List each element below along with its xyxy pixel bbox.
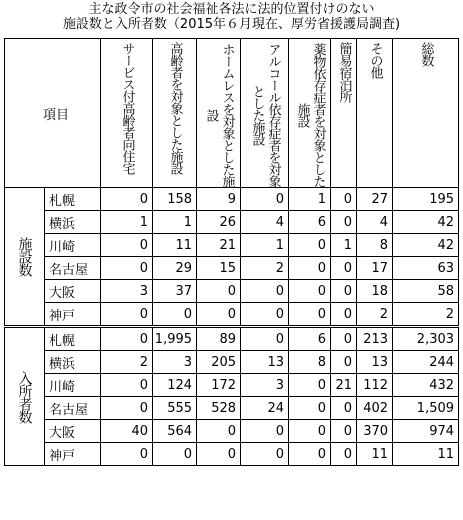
table-row xyxy=(5,211,459,234)
value-cell: 432 xyxy=(393,374,459,397)
city-cell: 神戸 xyxy=(45,303,101,327)
value-cell: 21 xyxy=(197,234,241,257)
column-header-label: 薬物依存症者を対象とした施設 xyxy=(294,42,326,187)
value-cell: 0 xyxy=(331,257,357,280)
table-title xyxy=(0,2,463,32)
value-cell: 0 xyxy=(241,188,289,211)
column-header-label: 総数 xyxy=(418,42,434,66)
value-cell: 13 xyxy=(241,351,289,374)
city-cell: 川崎 xyxy=(45,234,101,257)
group-label-cell xyxy=(5,188,45,327)
table-row xyxy=(5,280,459,303)
value-cell: 3 xyxy=(101,280,153,303)
value-cell: 0 xyxy=(101,188,153,211)
value-cell: 0 xyxy=(101,397,153,420)
table-row xyxy=(5,303,459,327)
value-cell: 0 xyxy=(153,443,197,466)
value-cell: 0 xyxy=(289,443,331,466)
value-cell: 89 xyxy=(197,327,241,351)
column-header-label: アルコール依存症者を対象とした施設 xyxy=(249,42,281,187)
value-cell: 0 xyxy=(241,443,289,466)
value-cell: 0 xyxy=(331,443,357,466)
column-header xyxy=(197,39,241,188)
value-cell: 0 xyxy=(101,234,153,257)
value-cell: 0 xyxy=(331,303,357,327)
value-cell: 13 xyxy=(357,351,393,374)
value-cell: 195 xyxy=(393,188,459,211)
city-cell: 名古屋 xyxy=(45,257,101,280)
column-header-label: 高齢者を対象とした施設 xyxy=(167,42,183,174)
value-cell: 0 xyxy=(101,257,153,280)
value-cell: 0 xyxy=(331,397,357,420)
value-cell: 15 xyxy=(197,257,241,280)
city-cell: 大阪 xyxy=(45,420,101,443)
facility-table xyxy=(4,38,459,466)
value-cell: 0 xyxy=(289,280,331,303)
group-label: 施設数 xyxy=(16,237,33,276)
value-cell: 40 xyxy=(101,420,153,443)
value-cell: 0 xyxy=(331,351,357,374)
value-cell: 29 xyxy=(153,257,197,280)
value-cell: 26 xyxy=(197,211,241,234)
value-cell: 42 xyxy=(393,211,459,234)
value-cell: 158 xyxy=(153,188,197,211)
city-cell: 横浜 xyxy=(45,211,101,234)
value-cell: 0 xyxy=(289,303,331,327)
value-cell: 1,995 xyxy=(153,327,197,351)
column-header xyxy=(331,39,357,188)
value-cell: 2 xyxy=(241,257,289,280)
group-label-cell xyxy=(5,327,45,466)
table-row xyxy=(5,443,459,466)
table-row xyxy=(5,351,459,374)
value-cell: 24 xyxy=(241,397,289,420)
value-cell: 2 xyxy=(101,351,153,374)
value-cell: 564 xyxy=(153,420,197,443)
city-cell: 札幌 xyxy=(45,188,101,211)
value-cell: 11 xyxy=(393,443,459,466)
value-cell: 0 xyxy=(331,327,357,351)
value-cell: 974 xyxy=(393,420,459,443)
column-header-label: サービス付高齢者向住宅 xyxy=(119,42,135,174)
table-row xyxy=(5,188,459,211)
value-cell: 3 xyxy=(153,351,197,374)
value-cell: 0 xyxy=(289,257,331,280)
value-cell: 58 xyxy=(393,280,459,303)
value-cell: 124 xyxy=(153,374,197,397)
value-cell: 370 xyxy=(357,420,393,443)
value-cell: 63 xyxy=(393,257,459,280)
value-cell: 2 xyxy=(357,303,393,327)
value-cell: 2 xyxy=(393,303,459,327)
column-header xyxy=(153,39,197,188)
value-cell: 205 xyxy=(197,351,241,374)
value-cell: 6 xyxy=(289,211,331,234)
city-cell: 札幌 xyxy=(45,327,101,351)
value-cell: 17 xyxy=(357,257,393,280)
value-cell: 1,509 xyxy=(393,397,459,420)
value-cell: 1 xyxy=(289,188,331,211)
value-cell: 0 xyxy=(101,443,153,466)
value-cell: 213 xyxy=(357,327,393,351)
value-cell: 8 xyxy=(357,234,393,257)
value-cell: 0 xyxy=(331,280,357,303)
city-cell: 川崎 xyxy=(45,374,101,397)
value-cell: 0 xyxy=(153,303,197,327)
item-header: 項目 xyxy=(5,39,101,188)
value-cell: 0 xyxy=(241,327,289,351)
value-cell: 0 xyxy=(331,211,357,234)
value-cell: 0 xyxy=(101,327,153,351)
value-cell: 3 xyxy=(241,374,289,397)
value-cell: 0 xyxy=(289,374,331,397)
value-cell: 4 xyxy=(241,211,289,234)
column-header-label: 簡易宿泊所 xyxy=(336,42,352,102)
value-cell: 11 xyxy=(357,443,393,466)
table-row xyxy=(5,374,459,397)
table-row xyxy=(5,257,459,280)
value-cell: 0 xyxy=(197,303,241,327)
column-header xyxy=(289,39,331,188)
value-cell: 4 xyxy=(357,211,393,234)
city-cell: 神戸 xyxy=(45,443,101,466)
value-cell: 555 xyxy=(153,397,197,420)
group-label: 入所者数 xyxy=(16,370,33,423)
value-cell: 0 xyxy=(289,397,331,420)
column-header xyxy=(241,39,289,188)
value-cell: 0 xyxy=(241,420,289,443)
value-cell: 0 xyxy=(241,303,289,327)
value-cell: 0 xyxy=(331,420,357,443)
value-cell: 0 xyxy=(289,420,331,443)
column-header xyxy=(101,39,153,188)
city-cell: 横浜 xyxy=(45,351,101,374)
value-cell: 1 xyxy=(101,211,153,234)
value-cell: 112 xyxy=(357,374,393,397)
column-header xyxy=(357,39,393,188)
table-row xyxy=(5,234,459,257)
value-cell: 8 xyxy=(289,351,331,374)
column-header-label: その他 xyxy=(367,42,383,78)
value-cell: 6 xyxy=(289,327,331,351)
title-line-2: 施設数と入所者数（2015年６月現在、厚労省援護局調査) xyxy=(62,17,401,32)
value-cell: 37 xyxy=(153,280,197,303)
value-cell: 27 xyxy=(357,188,393,211)
table-row xyxy=(5,420,459,443)
value-cell: 1 xyxy=(331,234,357,257)
title-line-1: 主な政令市の社会福祉各法に法的位置付けのない xyxy=(88,2,375,17)
column-header-label: ホームレスを対象とした施設 xyxy=(203,42,235,187)
value-cell: 244 xyxy=(393,351,459,374)
column-header xyxy=(393,39,459,188)
value-cell: 18 xyxy=(357,280,393,303)
value-cell: 0 xyxy=(101,303,153,327)
value-cell: 42 xyxy=(393,234,459,257)
value-cell: 0 xyxy=(197,420,241,443)
value-cell: 11 xyxy=(153,234,197,257)
header-row xyxy=(5,39,459,188)
value-cell: 0 xyxy=(289,234,331,257)
value-cell: 0 xyxy=(241,280,289,303)
city-cell: 大阪 xyxy=(45,280,101,303)
value-cell: 0 xyxy=(331,188,357,211)
value-cell: 21 xyxy=(331,374,357,397)
city-cell: 名古屋 xyxy=(45,397,101,420)
value-cell: 1 xyxy=(153,211,197,234)
value-cell: 2,303 xyxy=(393,327,459,351)
value-cell: 0 xyxy=(197,443,241,466)
value-cell: 172 xyxy=(197,374,241,397)
value-cell: 0 xyxy=(197,280,241,303)
value-cell: 1 xyxy=(241,234,289,257)
value-cell: 0 xyxy=(101,374,153,397)
value-cell: 402 xyxy=(357,397,393,420)
table-row xyxy=(5,397,459,420)
value-cell: 528 xyxy=(197,397,241,420)
table-row xyxy=(5,327,459,351)
value-cell: 9 xyxy=(197,188,241,211)
